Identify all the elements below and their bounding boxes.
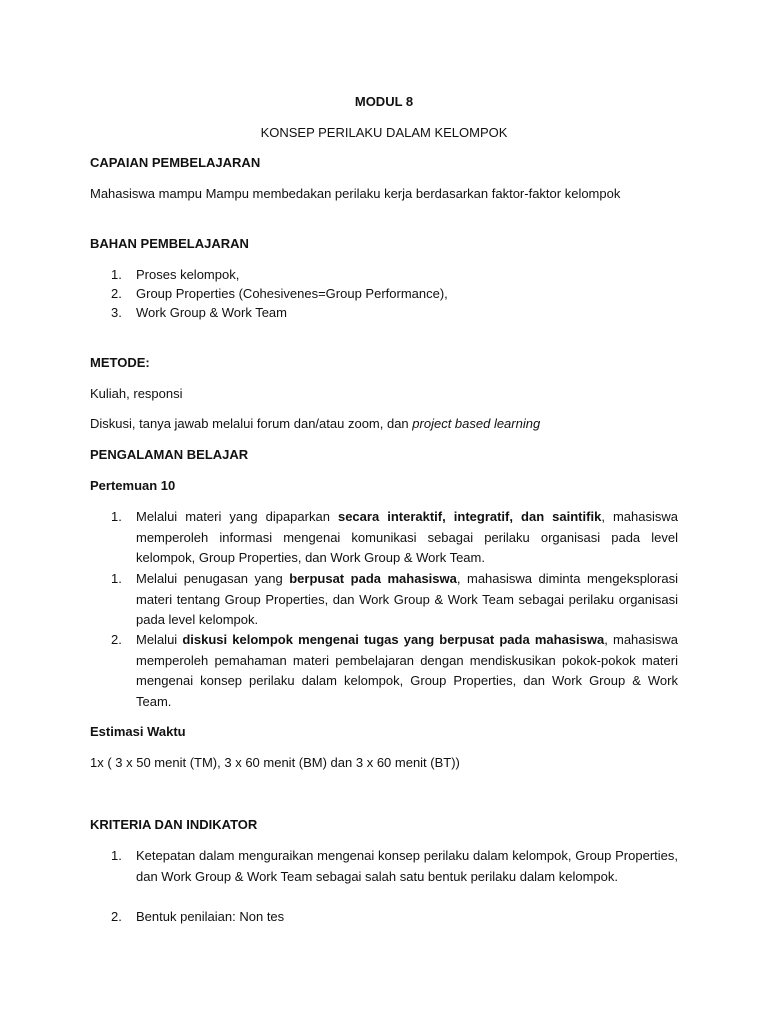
capaian-text: Mahasiswa mampu Mampu membedakan perilaku kerja berdasarkan faktor-faktor kelompok — [90, 186, 621, 201]
item-bold-text: berpusat pada mahasiswa — [289, 571, 457, 586]
item-text: Melalui — [136, 632, 183, 647]
pengalaman-item — [136, 569, 678, 631]
kriteria-heading: KRITERIA DAN INDIKATOR — [90, 817, 258, 832]
metode-line-2 — [90, 414, 540, 435]
pertemuan-subheading: Pertemuan 10 — [90, 478, 176, 493]
item-bold-text: secara interaktif, integratif, dan saintifik — [337, 509, 602, 524]
kriteria-item — [136, 846, 678, 887]
bahan-item: Proses kelompok, — [136, 267, 240, 282]
item-text: Melalui penugasan yang — [136, 571, 290, 586]
metode-line-2-text: Diskusi, tanya jawab melalui forum dan/atau zoom, dan — [90, 416, 413, 431]
estimasi-text: 1x ( 3 x 50 menit (TM), 3 x 60 menit (BM) dan 3 x 60 menit (BT)) — [90, 755, 460, 770]
item-text: , mahasiswa diminta mengeksplorasi materi tentang Group Properties, dan Work Group & Work Team sebagai perilaku organisasi pada level kelompok. — [136, 571, 678, 627]
bahan-item-number: 2. — [111, 286, 122, 301]
kriteria-item-text: Ketepatan dalam menguraikan mengenai konsep perilaku dalam kelompok, Group Properties, dan Work Group & Work Team sebagai salah satu bentuk perilaku dalam kelompok. — [136, 848, 678, 884]
item-text: , mahasiswa memperoleh informasi mengenai komunikasi sebagai perilaku organisasi pada level kelompok, Group Properties, dan Work Group & Work Team. — [136, 509, 678, 565]
capaian-heading: CAPAIAN PEMBELAJARAN — [90, 155, 261, 170]
pengalaman-item-number: 1. — [111, 571, 122, 586]
bahan-item-number: 1. — [111, 267, 122, 282]
estimasi-heading: Estimasi Waktu — [90, 724, 186, 739]
bahan-item-number: 3. — [111, 305, 122, 320]
page-title: MODUL 8 — [354, 94, 414, 109]
item-text: , mahasiswa memperoleh pemahaman materi pembelajaran dengan mendiskusikan pokok-pokok materi mengenai konsep perilaku dalam kelompok, Group Properties, dan Work Group & Work Team. — [136, 632, 679, 709]
kriteria-item-number: 1. — [111, 848, 122, 863]
page-subtitle: KONSEP PERILAKU DALAM KELOMPOK — [260, 125, 508, 140]
metode-line-2-italic: project based learning — [412, 416, 541, 431]
pengalaman-item — [136, 507, 678, 569]
pengalaman-item-number: 1. — [111, 509, 122, 524]
bahan-heading: BAHAN PEMBELAJARAN — [90, 236, 249, 251]
metode-line-1: Kuliah, responsi — [90, 386, 183, 401]
item-text: Melalui materi yang dipaparkan — [136, 509, 338, 524]
pengalaman-item — [136, 630, 678, 712]
pengalaman-item-number: 2. — [111, 632, 122, 647]
item-bold-text: diskusi kelompok mengenai tugas yang berpusat pada mahasiswa — [182, 632, 605, 647]
pengalaman-heading: PENGALAMAN BELAJAR — [90, 447, 249, 462]
bahan-item: Work Group & Work Team — [136, 305, 287, 320]
metode-heading: METODE: — [90, 355, 150, 370]
kriteria-item-number: 2. — [111, 909, 122, 924]
bahan-item: Group Properties (Cohesivenes=Group Performance), — [136, 286, 448, 301]
kriteria-item: Bentuk penilaian: Non tes — [136, 909, 285, 924]
